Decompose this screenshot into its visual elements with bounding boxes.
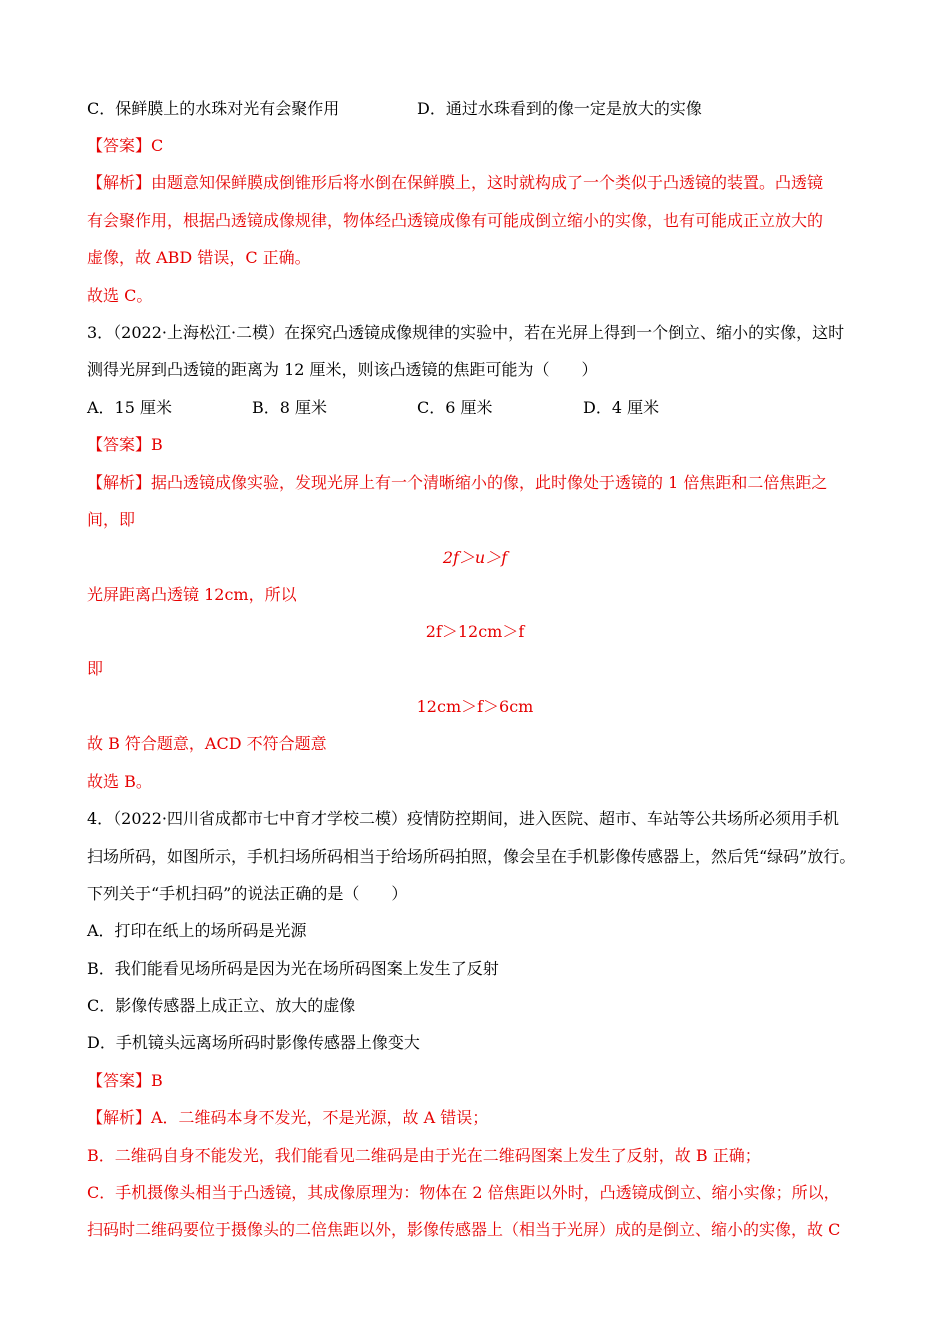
q3-text-2: 即 — [87, 659, 104, 678]
q4-analysis-line-4: 扫码时二维码要位于摄像头的二倍焦距以外，影像传感器上（相当于光屏）成的是倒立、缩小的实像，故 C — [87, 1220, 841, 1239]
q4-analysis-line-2: B．二维码自身不能发光，我们能看见二维码是由于光在二维码图案上发生了反射，故 B 正确； — [87, 1146, 761, 1165]
q3-answer: 【答案】B — [87, 435, 163, 454]
q3-analysis-line-2: 间，即 — [87, 510, 136, 529]
q2-option-d: D．通过水珠看到的像一定是放大的实像 — [417, 99, 702, 118]
q3-option-d: D．4 厘米 — [583, 398, 660, 417]
q3-formula-2: 2f＞12cm＞f — [425, 622, 525, 641]
q4-stem-line-3: 下列关于“手机扫码”的说法正确的是（ ） — [87, 884, 408, 903]
q2-conclusion: 故选 C。 — [87, 286, 153, 305]
q3-conclusion: 故选 B。 — [87, 772, 152, 791]
q3-text-1: 光屏距离凸透镜 12cm，所以 — [87, 585, 297, 604]
q4-option-b: B．我们能看见场所码是因为光在场所码图案上发生了反射 — [87, 959, 499, 978]
q2-analysis-line-3: 虚像，故 ABD 错误，C 正确。 — [87, 248, 311, 267]
q2-answer: 【答案】C — [87, 136, 164, 155]
q3-formula-3: 12cm＞f＞6cm — [416, 697, 534, 716]
q3-analysis-line-1: 【解析】据凸透镜成像实验，发现光屏上有一个清晰缩小的像，此时像处于透镜的 1 倍焦距和二倍焦距之 — [87, 473, 828, 492]
q3-formula-1: 2f＞u＞f — [442, 548, 508, 567]
q4-stem-line-1: 4．（2022·四川省成都市七中育才学校二模）疫情防控期间，进入医院、超市、车站等公共场所必须用手机 — [87, 809, 839, 828]
q2-analysis-line-1: 【解析】由题意知保鲜膜成倒锥形后将水倒在保鲜膜上，这时就构成了一个类似于凸透镜的装置。凸透镜 — [87, 173, 824, 192]
q3-text-3: 故 B 符合题意，ACD 不符合题意 — [87, 734, 327, 753]
q3-stem-line-2: 测得光屏到凸透镜的距离为 12 厘米，则该凸透镜的焦距可能为（ ） — [87, 360, 598, 379]
q4-stem-line-2: 扫场所码，如图所示，手机扫场所码相当于给场所码拍照，像会呈在手机影像传感器上，然后凭“绿码”放行。 — [87, 847, 856, 866]
q4-analysis-line-1: 【解析】A．二维码本身不发光，不是光源，故 A 错误； — [87, 1108, 489, 1127]
q3-option-a: A．15 厘米 — [87, 398, 173, 417]
q3-option-b: B．8 厘米 — [252, 398, 328, 417]
q2-analysis-line-2: 有会聚作用，根据凸透镜成像规律，物体经凸透镜成像有可能成倒立缩小的实像，也有可能成正立放大的 — [87, 211, 824, 230]
q3-option-c: C．6 厘米 — [417, 398, 493, 417]
q3-stem-line-1: 3．（2022·上海松江·二模）在探究凸透镜成像规律的实验中，若在光屏上得到一个倒立、缩小的实像，这时 — [87, 323, 845, 342]
q4-analysis-line-3: C．手机摄像头相当于凸透镜，其成像原理为：物体在 2 倍焦距以外时，凸透镜成倒立、缩小实像；所以， — [87, 1183, 840, 1202]
q4-option-c: C．影像传感器上成正立、放大的虚像 — [87, 996, 356, 1015]
q4-option-d: D．手机镜头远离场所码时影像传感器上像变大 — [87, 1033, 420, 1052]
q4-answer: 【答案】B — [87, 1071, 163, 1090]
q2-option-c: C．保鲜膜上的水珠对光有会聚作用 — [87, 99, 340, 118]
q4-option-a: A．打印在纸上的场所码是光源 — [87, 921, 307, 940]
